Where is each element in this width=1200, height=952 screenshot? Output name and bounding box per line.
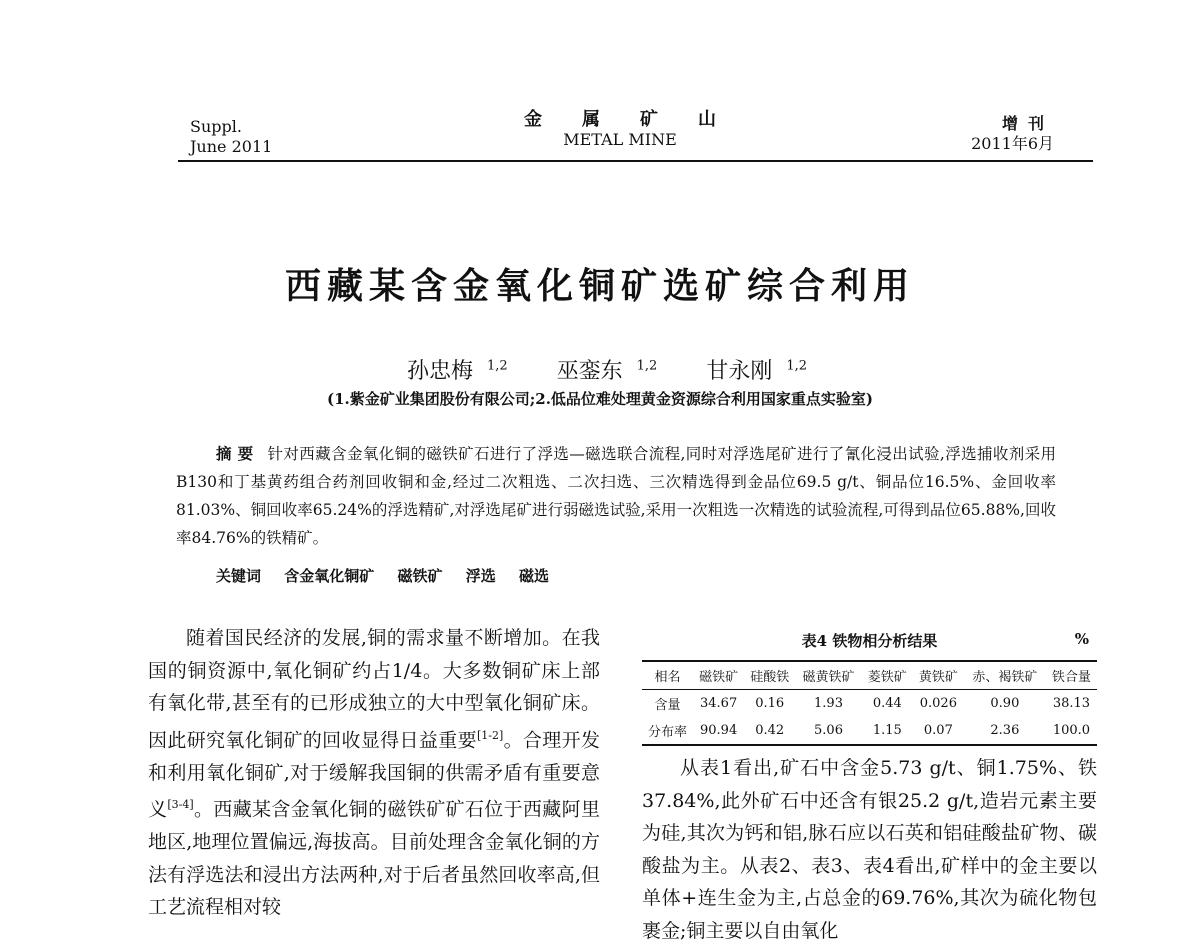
table-cell: 2.36 [990, 723, 1020, 738]
journal-name [460, 110, 780, 150]
table-header-cell: 菱铁矿 [867, 670, 907, 685]
keyword: 磁铁矿 [397, 567, 443, 585]
iron-phase-table [642, 660, 1097, 746]
table-unit: % [1074, 630, 1089, 648]
supplement-label: Suppl. [190, 117, 242, 136]
table-header-cell: 黄铁矿 [918, 670, 958, 685]
issue-date-en: June 2011 [190, 137, 273, 156]
table-header-row [642, 661, 1097, 690]
journal-name-cn: 金属矿山 [524, 109, 756, 130]
table-cell: 90.94 [700, 723, 738, 738]
author: 巫銮东 $^{1,2}$ [556, 358, 658, 384]
header-rule [178, 160, 1093, 162]
citation: [3-4] [167, 798, 194, 812]
table-cell: 分布率 [648, 725, 688, 740]
table-cell: 0.42 [755, 723, 785, 738]
table-cell: 含量 [654, 698, 681, 713]
keyword: 磁选 [519, 567, 550, 585]
table-cell: 5.06 [814, 723, 843, 738]
abstract-text: 针对西藏含金氧化铜的磁铁矿石进行了浮选—磁选联合流程,同时对浮选尾矿进行了氰化浸出试验,浮选捕收剂采用B130和丁基黄药组合药剂回收铜和金,经过二次粗选、二次扫选、三次精选得到金品位69.5 g/t、铜品位16.5%、金回收率81.03%、铜回收率65.24%的浮选精矿,对浮选尾矿进行弱磁选试验,采用一次粗选一次精选的试验流程,可得到品位65.88%,回收率84.76%的铁精矿。 [176, 445, 1056, 547]
keywords [216, 565, 549, 586]
table-cell: 0.026 [919, 696, 957, 711]
table-cell: 100.0 [1052, 723, 1091, 738]
table-cell: 38.13 [1052, 696, 1091, 711]
supplement-label-cn: 增刊 [1001, 114, 1054, 133]
table-cell: 0.07 [923, 723, 953, 738]
table-row [642, 690, 1097, 718]
keyword: 浮选 [465, 567, 496, 585]
author: 甘永刚 $^{1,2}$ [706, 358, 808, 384]
paper-title: 西藏某含金氧化铜矿选矿综合利用 [284, 265, 915, 307]
table-cell: 34.67 [700, 696, 738, 711]
table-header-cell: 磁黄铁矿 [802, 670, 855, 685]
table-cell: 1.15 [872, 723, 902, 738]
body-left-column [148, 622, 600, 924]
journal-name-en: METAL MINE [563, 130, 677, 149]
table-cell: 0.90 [990, 696, 1020, 711]
journal-issue-info [190, 117, 272, 157]
table-row [642, 717, 1097, 745]
affiliation: (1.紫金矿业集团股份有限公司;2.低品位难处理黄金资源综合利用国家重点实验室) [326, 390, 874, 408]
table-header-cell: 赤、褐铁矿 [972, 670, 1038, 685]
table-header-cell: 相名 [654, 670, 681, 685]
author-list [100, 354, 1100, 385]
abstract [176, 440, 1056, 552]
keywords-label: 关键词 [216, 567, 262, 585]
abstract-label: 摘 要 [216, 444, 254, 463]
issue-date-cn: 2011年6月 [971, 134, 1054, 153]
table-cell: 0.16 [755, 696, 785, 711]
author: 孙忠梅 $^{1,2}$ [406, 358, 508, 384]
table-header-cell: 硅酸铁 [750, 670, 790, 685]
table-header-cell: 磁铁矿 [699, 670, 739, 685]
table-cell: 1.93 [814, 696, 843, 711]
citation: [1-2] [476, 728, 504, 742]
table-title: 表4 铁物相分析结果 [801, 632, 938, 650]
body-paragraph: 从表1看出,矿石中含金5.73 g/t、铜1.75%、铁37.84%,此外矿石中还含有银25.2 g/t,造岩元素主要为硅,其次为钙和铝,脉石应以石英和铝硅酸盐矿物、碳酸盐为主。从表2、表3、表4看出,矿样中的金主要以单体+连生金为主,占总金的69.76%,其次为硫化物包裹金;铜主要以自由氧化 [642, 757, 1097, 942]
issue-info-cn [971, 114, 1054, 154]
body-paragraph: 随着国民经济的发展,铜的需求量不断增加。在我国的铜资源中,氧化铜矿约占1/4。大多数铜矿床上部有氧化带,甚至有的已形成独立的大中型氧化铜矿床。因此研究氧化铜矿的回收显得日益重要[1-2]。合理开发和利用氧化铜矿,对于缓解我国铜的供需矛盾有重要意义[3-4]。西藏某含金氧化铜的磁铁矿矿石位于西藏阿里地区,地理位置偏远,海拔高。目前处理含金氧化铜的方法有浮选法和浸出方法两种,对于后者虽然回收率高,但工艺流程相对较 [148, 627, 600, 919]
keyword: 含金氧化铜矿 [284, 567, 375, 585]
body-right-column [642, 752, 1097, 948]
table-cell: 0.44 [872, 696, 902, 711]
table-header-cell: 铁合量 [1051, 670, 1091, 685]
